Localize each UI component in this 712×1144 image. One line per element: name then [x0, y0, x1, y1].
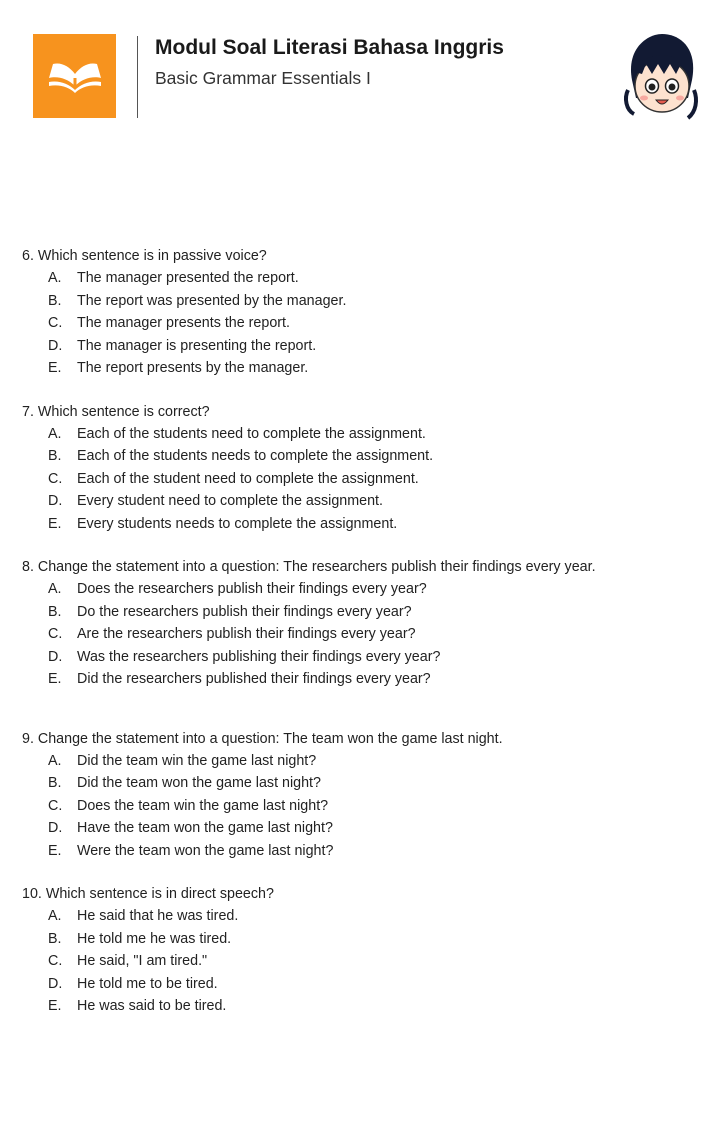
option-letter: C.	[48, 953, 63, 969]
spacer	[22, 862, 702, 883]
option-letter: E.	[48, 998, 62, 1014]
question-text: 8. Change the statement into a question: The researchers publish their findings every year.	[22, 559, 596, 575]
question-text: 9. Change the statement into a question: The team won the game last night.	[22, 730, 503, 747]
option-text: Does the researchers publish their findings every year?	[77, 581, 427, 597]
header-divider	[137, 36, 138, 118]
spacer	[22, 691, 702, 728]
option-text: Was the researchers publishing their findings every year?	[77, 648, 441, 665]
option-text: Every students needs to complete the assignment.	[77, 515, 398, 532]
option-b	[48, 928, 702, 951]
option-letter: E.	[48, 671, 62, 687]
option-text: The manager presents the report.	[77, 315, 290, 331]
question-7	[22, 401, 702, 536]
question-text: 10. Which sentence is in direct speech?	[22, 886, 274, 902]
option-text: Did the team won the game last night?	[77, 775, 321, 791]
option-d	[48, 490, 702, 513]
option-d	[48, 973, 702, 996]
option-text: Did the team win the game last night?	[77, 752, 317, 769]
option-c	[48, 623, 702, 646]
option-e	[48, 995, 702, 1018]
option-d	[48, 335, 702, 358]
option-text: Did the researchers published their findings every year?	[77, 671, 431, 687]
option-e	[48, 840, 702, 863]
option-letter: D.	[48, 975, 63, 992]
question-9	[22, 728, 702, 863]
option-text: The manager is presenting the report.	[77, 337, 317, 354]
option-letter: B.	[48, 292, 62, 309]
option-a	[48, 750, 702, 773]
option-text: He told me to be tired.	[77, 975, 218, 992]
option-text: Were the team won the game last night?	[77, 842, 334, 859]
option-text: He was said to be tired.	[77, 998, 227, 1014]
option-a	[48, 578, 702, 601]
option-c	[48, 468, 702, 491]
option-b	[48, 772, 702, 795]
option-letter: C.	[48, 470, 63, 487]
option-text: Does the team win the game last night?	[77, 797, 329, 814]
question-6	[22, 245, 702, 380]
option-letter: E.	[48, 515, 62, 532]
page-title: Modul Soal Literasi Bahasa Inggris	[155, 36, 504, 59]
options-list	[22, 267, 702, 380]
question-text: 6. Which sentence is in passive voice?	[22, 248, 267, 264]
option-letter: A.	[48, 908, 62, 924]
option-c	[48, 950, 702, 973]
option-text: Each of the student need to complete the assignment.	[77, 470, 419, 487]
option-d	[48, 817, 702, 840]
options-list	[22, 750, 702, 863]
option-text: The report was presented by the manager.	[77, 292, 347, 309]
question-8	[22, 556, 702, 691]
option-b	[48, 445, 702, 468]
option-text: Are the researchers publish their findings every year?	[77, 626, 416, 642]
option-letter: B.	[48, 775, 62, 791]
option-e	[48, 668, 702, 691]
option-letter: A.	[48, 425, 62, 442]
option-c	[48, 795, 702, 818]
options-list	[22, 905, 702, 1018]
option-c	[48, 312, 702, 335]
option-b	[48, 601, 702, 624]
options-list	[22, 578, 702, 691]
option-letter: A.	[48, 270, 62, 286]
option-e	[48, 513, 702, 536]
option-letter: D.	[48, 820, 63, 836]
option-letter: A.	[48, 581, 62, 597]
option-letter: B.	[48, 603, 62, 620]
question-text: 7. Which sentence is correct?	[22, 403, 210, 420]
option-text: Every student need to complete the assignment.	[77, 493, 383, 509]
option-letter: C.	[48, 797, 63, 814]
spacer	[22, 380, 702, 401]
cartoon-girl-avatar-icon	[618, 28, 704, 122]
option-letter: C.	[48, 315, 63, 331]
option-letter: D.	[48, 337, 63, 354]
option-text: The report presents by the manager.	[77, 360, 309, 376]
option-text: Each of the students needs to complete the assignment.	[77, 448, 434, 464]
option-letter: C.	[48, 626, 63, 642]
option-letter: B.	[48, 930, 62, 947]
option-e	[48, 357, 702, 380]
option-d	[48, 646, 702, 669]
open-book-logo-icon	[45, 56, 105, 96]
option-letter: E.	[48, 842, 62, 859]
option-a	[48, 423, 702, 446]
option-letter: B.	[48, 448, 62, 464]
logo-badge	[33, 34, 116, 118]
option-letter: A.	[48, 752, 62, 769]
option-a	[48, 905, 702, 928]
option-text: The manager presented the report.	[77, 270, 299, 286]
option-text: He said that he was tired.	[77, 908, 239, 924]
option-b	[48, 290, 702, 313]
option-text: Have the team won the game last night?	[77, 820, 333, 836]
option-letter: D.	[48, 648, 63, 665]
question-10	[22, 883, 702, 1018]
spacer	[22, 535, 702, 556]
option-letter: D.	[48, 493, 63, 509]
option-text: He said, "I am tired."	[77, 953, 208, 969]
page-subtitle: Basic Grammar Essentials I	[155, 68, 371, 88]
option-a	[48, 267, 702, 290]
option-text: Each of the students need to complete the assignment.	[77, 425, 426, 442]
option-letter: E.	[48, 360, 62, 376]
option-text: Do the researchers publish their findings every year?	[77, 603, 412, 620]
options-list	[22, 423, 702, 536]
option-text: He told me he was tired.	[77, 930, 232, 947]
questions-list	[22, 245, 702, 1018]
